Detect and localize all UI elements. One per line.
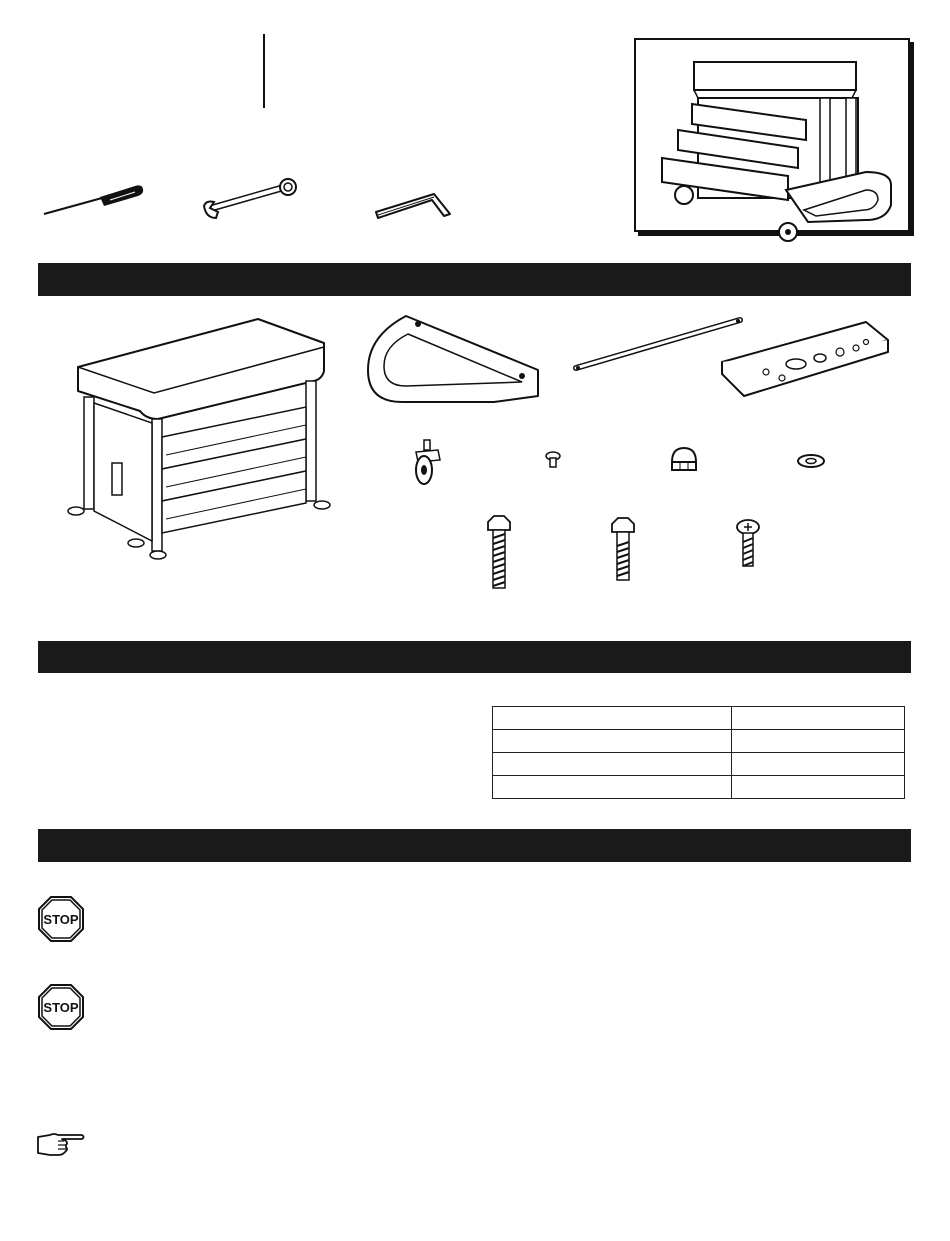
seat-cabinet-part xyxy=(66,315,341,570)
table-cell xyxy=(493,753,732,776)
pointing-hand-icon xyxy=(36,1131,86,1157)
hex-key-icon xyxy=(372,188,457,223)
small-screw-icon xyxy=(543,450,563,470)
tool-tray-part xyxy=(716,318,892,400)
caster-wheel-icon xyxy=(408,438,448,488)
section-bar-specifications xyxy=(38,641,911,673)
long-hex-bolt-icon xyxy=(484,514,514,590)
stop-sign-label: STOP xyxy=(43,912,79,927)
table-cell xyxy=(732,776,905,799)
section-bar-safety xyxy=(38,829,911,862)
table-row xyxy=(493,707,905,730)
assembled-creeper-seat-image xyxy=(636,40,908,255)
section-bar-parts xyxy=(38,263,911,296)
washer-icon xyxy=(796,452,826,470)
table-row xyxy=(493,753,905,776)
table-cell xyxy=(732,707,905,730)
specification-table xyxy=(492,706,905,799)
u-frame-part xyxy=(362,312,544,407)
table-row xyxy=(493,730,905,753)
short-hex-bolt-icon xyxy=(608,516,638,582)
phillips-screw-icon xyxy=(734,518,762,568)
table-cell xyxy=(732,753,905,776)
screwdriver-icon xyxy=(40,178,150,220)
header-divider xyxy=(263,34,265,108)
stop-sign-label: STOP xyxy=(43,1000,79,1015)
product-image-frame xyxy=(634,38,910,232)
table-cell xyxy=(493,707,732,730)
table-cell xyxy=(732,730,905,753)
table-row xyxy=(493,776,905,799)
table-cell xyxy=(493,730,732,753)
stop-sign-icon xyxy=(37,895,85,943)
wrench-icon xyxy=(200,178,305,223)
stop-sign-icon xyxy=(37,983,85,1031)
acorn-nut-icon xyxy=(668,444,700,476)
table-cell xyxy=(493,776,732,799)
